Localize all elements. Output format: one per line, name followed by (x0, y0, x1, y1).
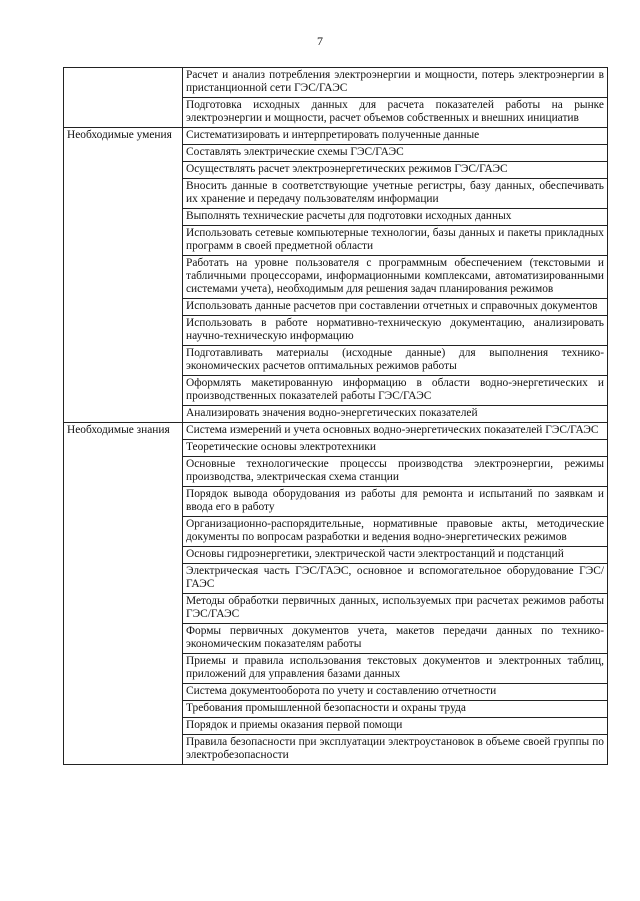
item-cell: Организационно-распорядительные, нормативные правовые акты, методические документы по вопросам разработки и ведения водно-энергетических режимов (183, 517, 608, 547)
item-cell: Использовать сетевые компьютерные технологии, базы данных и пакеты прикладных программ в своей предметной области (183, 226, 608, 256)
item-cell: Анализировать значения водно-энергетических показателей (183, 406, 608, 423)
competency-table-body (64, 68, 608, 765)
item-cell: Основы гидроэнергетики, электрической части электростанций и подстанций (183, 547, 608, 564)
item-cell: Расчет и анализ потребления электроэнергии и мощности, потерь электроэнергии в пристанционной сети ГЭС/ГАЭС (183, 68, 608, 98)
table-row (64, 128, 608, 145)
item-cell: Порядок и приемы оказания первой помощи (183, 718, 608, 735)
item-cell: Подготовка исходных данных для расчета показателей работы на рынке электроэнергии и мощности, расчет объемов собственных и внешних инициатив (183, 98, 608, 128)
item-cell: Работать на уровне пользователя с программным обеспечением (текстовыми и табличными процессорами, информационными комплексами, автоматизированными системами учета), необходимым для решения задач планирования режимов (183, 256, 608, 299)
category-cell: Необходимые умения (64, 128, 183, 423)
category-cell: Необходимые знания (64, 423, 183, 765)
item-cell: Правила безопасности при эксплуатации электроустановок в объеме своей группы по электробезопасности (183, 735, 608, 765)
competency-table (63, 67, 608, 765)
page-number: 7 (317, 34, 323, 48)
item-cell: Вносить данные в соответствующие учетные регистры, базу данных, обеспечивать их хранение и передачу пользователям информации (183, 179, 608, 209)
item-cell: Использовать в работе нормативно-техническую документацию, анализировать научно-техническую информацию (183, 316, 608, 346)
item-cell: Порядок вывода оборудования из работы для ремонта и испытаний по заявкам и ввода его в работу (183, 487, 608, 517)
category-cell (64, 68, 183, 128)
item-cell: Осуществлять расчет электроэнергетических режимов ГЭС/ГАЭС (183, 162, 608, 179)
item-cell: Составлять электрические схемы ГЭС/ГАЭС (183, 145, 608, 162)
item-cell: Приемы и правила использования текстовых документов и электронных таблиц, приложений для управления базами данных (183, 654, 608, 684)
table-row (64, 423, 608, 440)
item-cell: Использовать данные расчетов при составлении отчетных и справочных документов (183, 299, 608, 316)
item-cell: Требования промышленной безопасности и охраны труда (183, 701, 608, 718)
item-cell: Система документооборота по учету и составлению отчетности (183, 684, 608, 701)
item-cell: Основные технологические процессы производства электроэнергии, режимы производства, электрическая схема станции (183, 457, 608, 487)
item-cell: Формы первичных документов учета, макетов передачи данных по технико-экономическим показателям работы (183, 624, 608, 654)
item-cell: Подготавливать материалы (исходные данные) для выполнения технико-экономических расчетов оптимальных режимов работы (183, 346, 608, 376)
item-cell: Теоретические основы электротехники (183, 440, 608, 457)
item-cell: Система измерений и учета основных водно-энергетических показателей ГЭС/ГАЭС (183, 423, 608, 440)
item-cell: Выполнять технические расчеты для подготовки исходных данных (183, 209, 608, 226)
item-cell: Оформлять макетированную информацию в области водно-энергетических и производственных показателей работы ГЭС/ГАЭС (183, 376, 608, 406)
item-cell: Электрическая часть ГЭС/ГАЭС, основное и вспомогательное оборудование ГЭС/ГАЭС (183, 564, 608, 594)
table-row (64, 68, 608, 98)
item-cell: Систематизировать и интерпретировать полученные данные (183, 128, 608, 145)
item-cell: Методы обработки первичных данных, используемых при расчетах режимов работы ГЭС/ГАЭС (183, 594, 608, 624)
